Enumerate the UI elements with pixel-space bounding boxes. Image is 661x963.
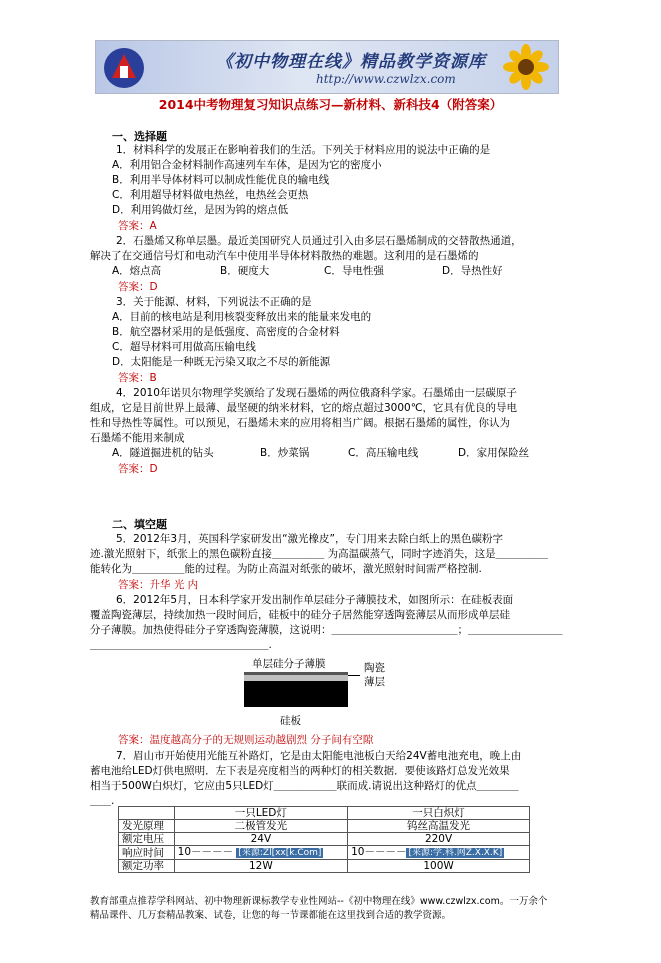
- silicon-film-figure: [230, 656, 440, 728]
- table-row: [119, 833, 530, 846]
- q3-option-c: C．超导材料可用做高压输电线: [112, 341, 256, 353]
- q3-option-b: B．航空器材采用的是低强度、高密度的合金材料: [112, 326, 340, 338]
- q1-stem: 1．材料科学的发展正在影响着我们的生活。下列关于材料应用的说法中正确的是: [116, 144, 491, 156]
- page-footer: [90, 895, 570, 923]
- q2-option-b: B．硬度大: [220, 265, 270, 277]
- table-cell: 额定功率: [119, 860, 175, 873]
- table-header-cell: 一只白炽灯: [348, 807, 530, 820]
- figure-label-board: 硅板: [280, 715, 301, 727]
- q7-line2: 蓄电池给LED灯供电照明．左下表是亮度相当的两种灯的相关数据．要使该路灯总发光效果: [90, 765, 510, 777]
- table-cell: 响应时间: [119, 846, 175, 860]
- q5-answer: 答案：升华 光 内: [118, 579, 199, 591]
- q4-option-b: B．炒菜锅: [260, 447, 310, 459]
- q3-option-d: D．太阳能是一种既无污染又取之不尽的新能源: [112, 356, 331, 368]
- footer-line1: 教育部重点推荐学科网站、初中物理新课标教学专业性网站--《初中物理在线》www.czwlzx.com。一万余个: [90, 896, 548, 907]
- q1-answer: 答案：A: [118, 220, 157, 232]
- q3-stem: 3．关于能源、材料，下列说法不正确的是: [116, 296, 312, 308]
- header-banner: [95, 40, 559, 94]
- q4-option-d: D．家用保险丝: [458, 447, 530, 459]
- q2-stem-line2: 解决了在交通信号灯和电动汽车中使用半导体材料散热的难题。这利用的是石墨烯的: [90, 250, 479, 262]
- q6-line4: ＿＿＿＿＿＿＿＿＿＿＿＿＿＿＿＿＿.: [90, 639, 272, 651]
- watermark-label: [来源:学.科.网Z.X.X.K]: [408, 848, 503, 858]
- q4-stem-line2: 组成，它是目前世界上最薄、最坚硬的纳米材料，它的熔点超过3000℃，它具有优良的导电: [90, 402, 518, 414]
- q7-line4: ＿＿.: [90, 795, 115, 807]
- table-cell: 10－－－－ [来源:Zl[xx[k.Com]: [174, 846, 347, 860]
- silicon-board: [244, 681, 348, 707]
- table-row: [119, 846, 530, 860]
- banner-title: 《初中物理在线》精品教学资源库: [216, 52, 486, 72]
- ceramic-pointer-line: [348, 675, 360, 676]
- q1-option-d: D．利用钨做灯丝，是因为钨的熔点低: [112, 204, 289, 216]
- q4-stem-line4: 石墨烯不能用来制成: [90, 432, 185, 444]
- q2-stem-line1: 2．石墨烯又称单层墨。最近美国研究人员通过引入由多层石墨烯制成的交替散热通道，: [116, 235, 522, 247]
- q5-line1: 5．2012年3月，英国科学家研发出“激光橡皮”，专门用来去除白纸上的黑色碳粉字: [116, 533, 503, 545]
- sunflower-image: [498, 43, 554, 91]
- q1-option-a: A．利用铝合金材料制作高速列车车体，是因为它的密度小: [112, 159, 382, 171]
- table-cell: 钨丝高温发光: [348, 820, 530, 833]
- q7-line1: 7．眉山市开始使用光能互补路灯，它是由太阳能电池板白天给24V蓄电池充电，晚上由: [116, 750, 522, 762]
- footer-line2: 精品课件、几万套精品教案、试卷，让您的每一节课都能在这里找到合适的教学资源。: [90, 910, 452, 921]
- table-cell: 220V: [348, 833, 530, 846]
- q4-stem-line1: 4．2010年诺贝尔物理学奖颁给了发现石墨烯的两位俄裔科学家。石墨烯由一层碳原子: [116, 387, 517, 399]
- q5-line2: 迹.激光照射下，纸张上的黑色碳粉直接＿＿＿＿＿ 为高温碳蒸气，同时字迹消失，这是＿＿＿＿＿: [90, 548, 549, 560]
- q4-option-c: C．高压输电线: [348, 447, 419, 459]
- document-title: 2014中考物理复习知识点练习—新材料、新科技4（附答案）: [158, 97, 503, 112]
- section-heading-choice: 一、选择题: [112, 130, 167, 143]
- banner-url[interactable]: http://www.czwlzx.com: [316, 72, 456, 86]
- site-logo: [102, 46, 146, 90]
- q6-answer: 答案：温度越高分子的无规则运动越剧烈 分子间有空隙: [118, 734, 374, 746]
- table-cell: 额定电压: [119, 833, 175, 846]
- q4-options: [112, 446, 592, 460]
- table-cell: 24V: [174, 833, 347, 846]
- q3-answer: 答案：B: [118, 372, 157, 384]
- watermark-label: [来源:Zl[xx[k.Com]: [238, 848, 322, 858]
- table-cell: 发光原理: [119, 820, 175, 833]
- q4-answer: 答案：D: [118, 463, 158, 475]
- q2-options: [112, 264, 592, 278]
- table-header-row: [119, 807, 530, 820]
- q2-option-a: A．熔点高: [112, 265, 162, 277]
- table-cell: 二极管发光: [174, 820, 347, 833]
- table-cell: 12W: [174, 860, 347, 873]
- q2-option-c: C．导电性强: [324, 265, 384, 277]
- q3-option-a: A．目前的核电站是利用核裂变释放出来的能量来发电的: [112, 311, 372, 323]
- q2-option-d: D．导热性好: [442, 265, 503, 277]
- lamp-comparison-table: [118, 806, 530, 873]
- table-row: [119, 860, 530, 873]
- q6-line2: 覆盖陶瓷薄层，持续加热一段时间后，硅板中的硅分子居然能穿透陶瓷薄层从而形成单层硅: [90, 609, 510, 621]
- q6-line1: 6．2012年5月，日本科学家开发出制作单层硅分子薄膜技术，如图所示：在硅板表面: [116, 594, 514, 606]
- q4-option-a: A．隧道掘进机的钻头: [112, 447, 214, 459]
- q1-option-b: B．利用半导体材料可以制成性能优良的输电线: [112, 174, 330, 186]
- table-cell: 10－－－－ [来源:学.科.网Z.X.X.K]: [348, 846, 530, 860]
- table-row: [119, 820, 530, 833]
- figure-label-film: 单层硅分子薄膜: [252, 658, 326, 670]
- q5-line3: 能转化为＿＿＿＿＿能的过程。为防止高温对纸张的破坏，激光照射时间需严格控制.: [90, 563, 482, 575]
- q4-stem-line3: 性和导热性等属性。可以预见，石墨烯未来的应用将相当广阔。根据石墨烯的属性，你认为: [90, 417, 510, 429]
- table-header-cell: 一只LED灯: [174, 807, 347, 820]
- q1-option-c: C．利用超导材料做电热丝，电热丝会更热: [112, 189, 309, 201]
- figure-label-ceramic-1: 陶瓷: [364, 662, 385, 674]
- section-heading-fill: 二、填空题: [112, 518, 167, 531]
- table-cell: 100W: [348, 860, 530, 873]
- q2-answer: 答案：D: [118, 281, 158, 293]
- q7-line3: 相当于500W白炽灯，它应由5只LED灯＿＿＿＿＿＿联而成.请说出这种路灯的优点＿＿＿＿: [90, 780, 519, 792]
- q6-line3: 分子薄膜。加热使得硅分子穿透陶瓷薄膜，这说明：＿＿＿＿＿＿＿＿＿＿＿＿；＿＿＿＿＿＿＿＿＿: [90, 624, 563, 636]
- figure-label-ceramic-2: 薄层: [364, 676, 385, 688]
- table-header-cell: [119, 807, 175, 820]
